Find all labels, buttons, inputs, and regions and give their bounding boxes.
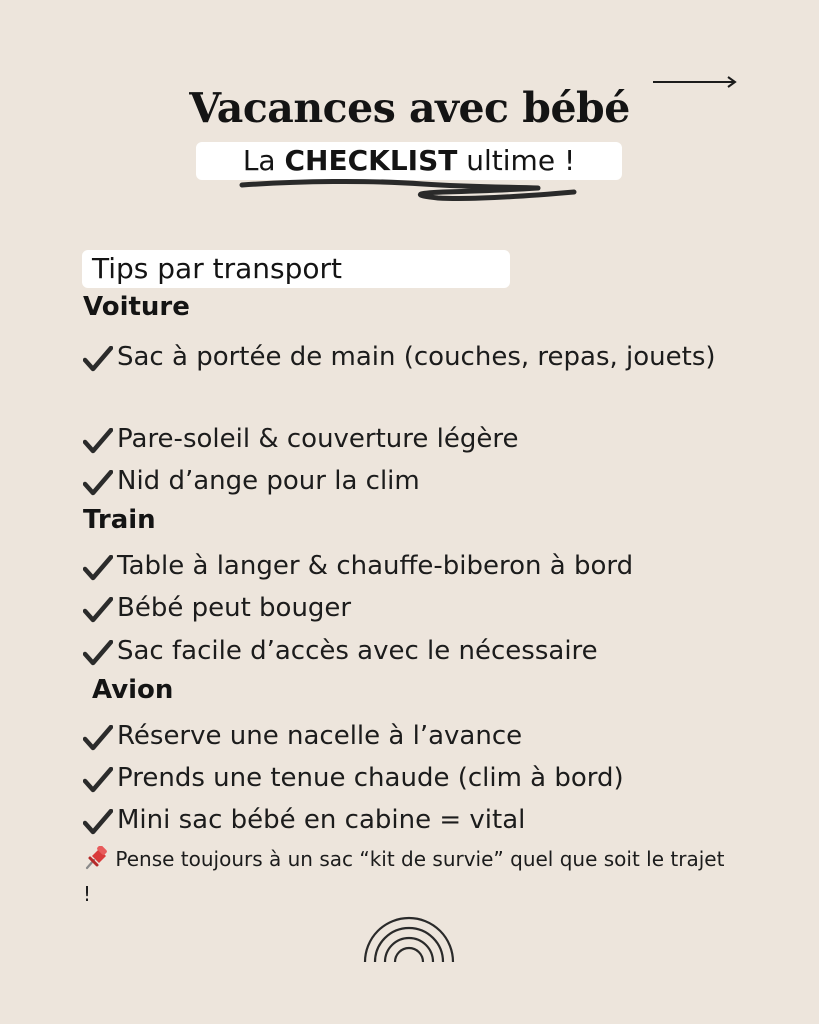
checkmark-icon [83, 630, 117, 672]
checklist-item [83, 630, 733, 672]
checklist-item-text: Mini sac bébé en cabine = vital [117, 805, 526, 835]
section-title-train: Train [83, 505, 156, 535]
checkmark-icon [83, 418, 117, 460]
checklist-item-text: Nid d’ange pour la clim [117, 466, 420, 496]
checkmark-icon [83, 587, 117, 629]
checkmark-icon [83, 545, 117, 587]
section-title-voiture: Voiture [83, 292, 190, 322]
subtitle-suffix: ultime ! [457, 144, 576, 177]
checkmark-icon [83, 799, 117, 841]
subtitle-bold: CHECKLIST [284, 144, 458, 177]
rainbow-icon [362, 912, 456, 964]
checklist-item [83, 418, 733, 460]
checkmark-icon [83, 757, 117, 799]
checkmark-icon [83, 460, 117, 502]
checklist-item-text: Pare-soleil & couverture légère [117, 424, 519, 454]
checklist-item [83, 587, 733, 629]
pushpin-icon [83, 846, 109, 870]
checklist-item-text: Bébé peut bouger [117, 593, 352, 623]
checklist-item-text: Sac à portée de main (couches, repas, jouets) [117, 342, 716, 372]
checklist-item [83, 545, 733, 587]
checklist-item-text: Table à langer & chauffe-biberon à bord [117, 551, 634, 581]
tip-note-text: Pense toujours à un sac “kit de survie” quel que soit le trajet ! [83, 847, 725, 906]
subtitle-prefix: La [242, 144, 285, 177]
subtitle [196, 142, 622, 180]
checklist-item [83, 799, 733, 841]
page-title: Vacances avec bébé [189, 84, 630, 132]
checklist-item [83, 715, 733, 757]
tips-label: Tips par transport [92, 252, 343, 285]
tip-note [83, 842, 733, 912]
section-title-avion: Avion [92, 675, 174, 705]
checklist-item-text: Sac facile d’accès avec le nécessaire [117, 636, 598, 666]
underline-swoosh [238, 178, 578, 204]
checkmark-icon [83, 715, 117, 757]
checklist-item-text: Réserve une nacelle à l’avance [117, 721, 523, 751]
checklist-item [83, 757, 733, 799]
checklist-item [83, 336, 733, 378]
checklist-item [83, 460, 733, 502]
checklist-item-text: Prends une tenue chaude (clim à bord) [117, 763, 624, 793]
